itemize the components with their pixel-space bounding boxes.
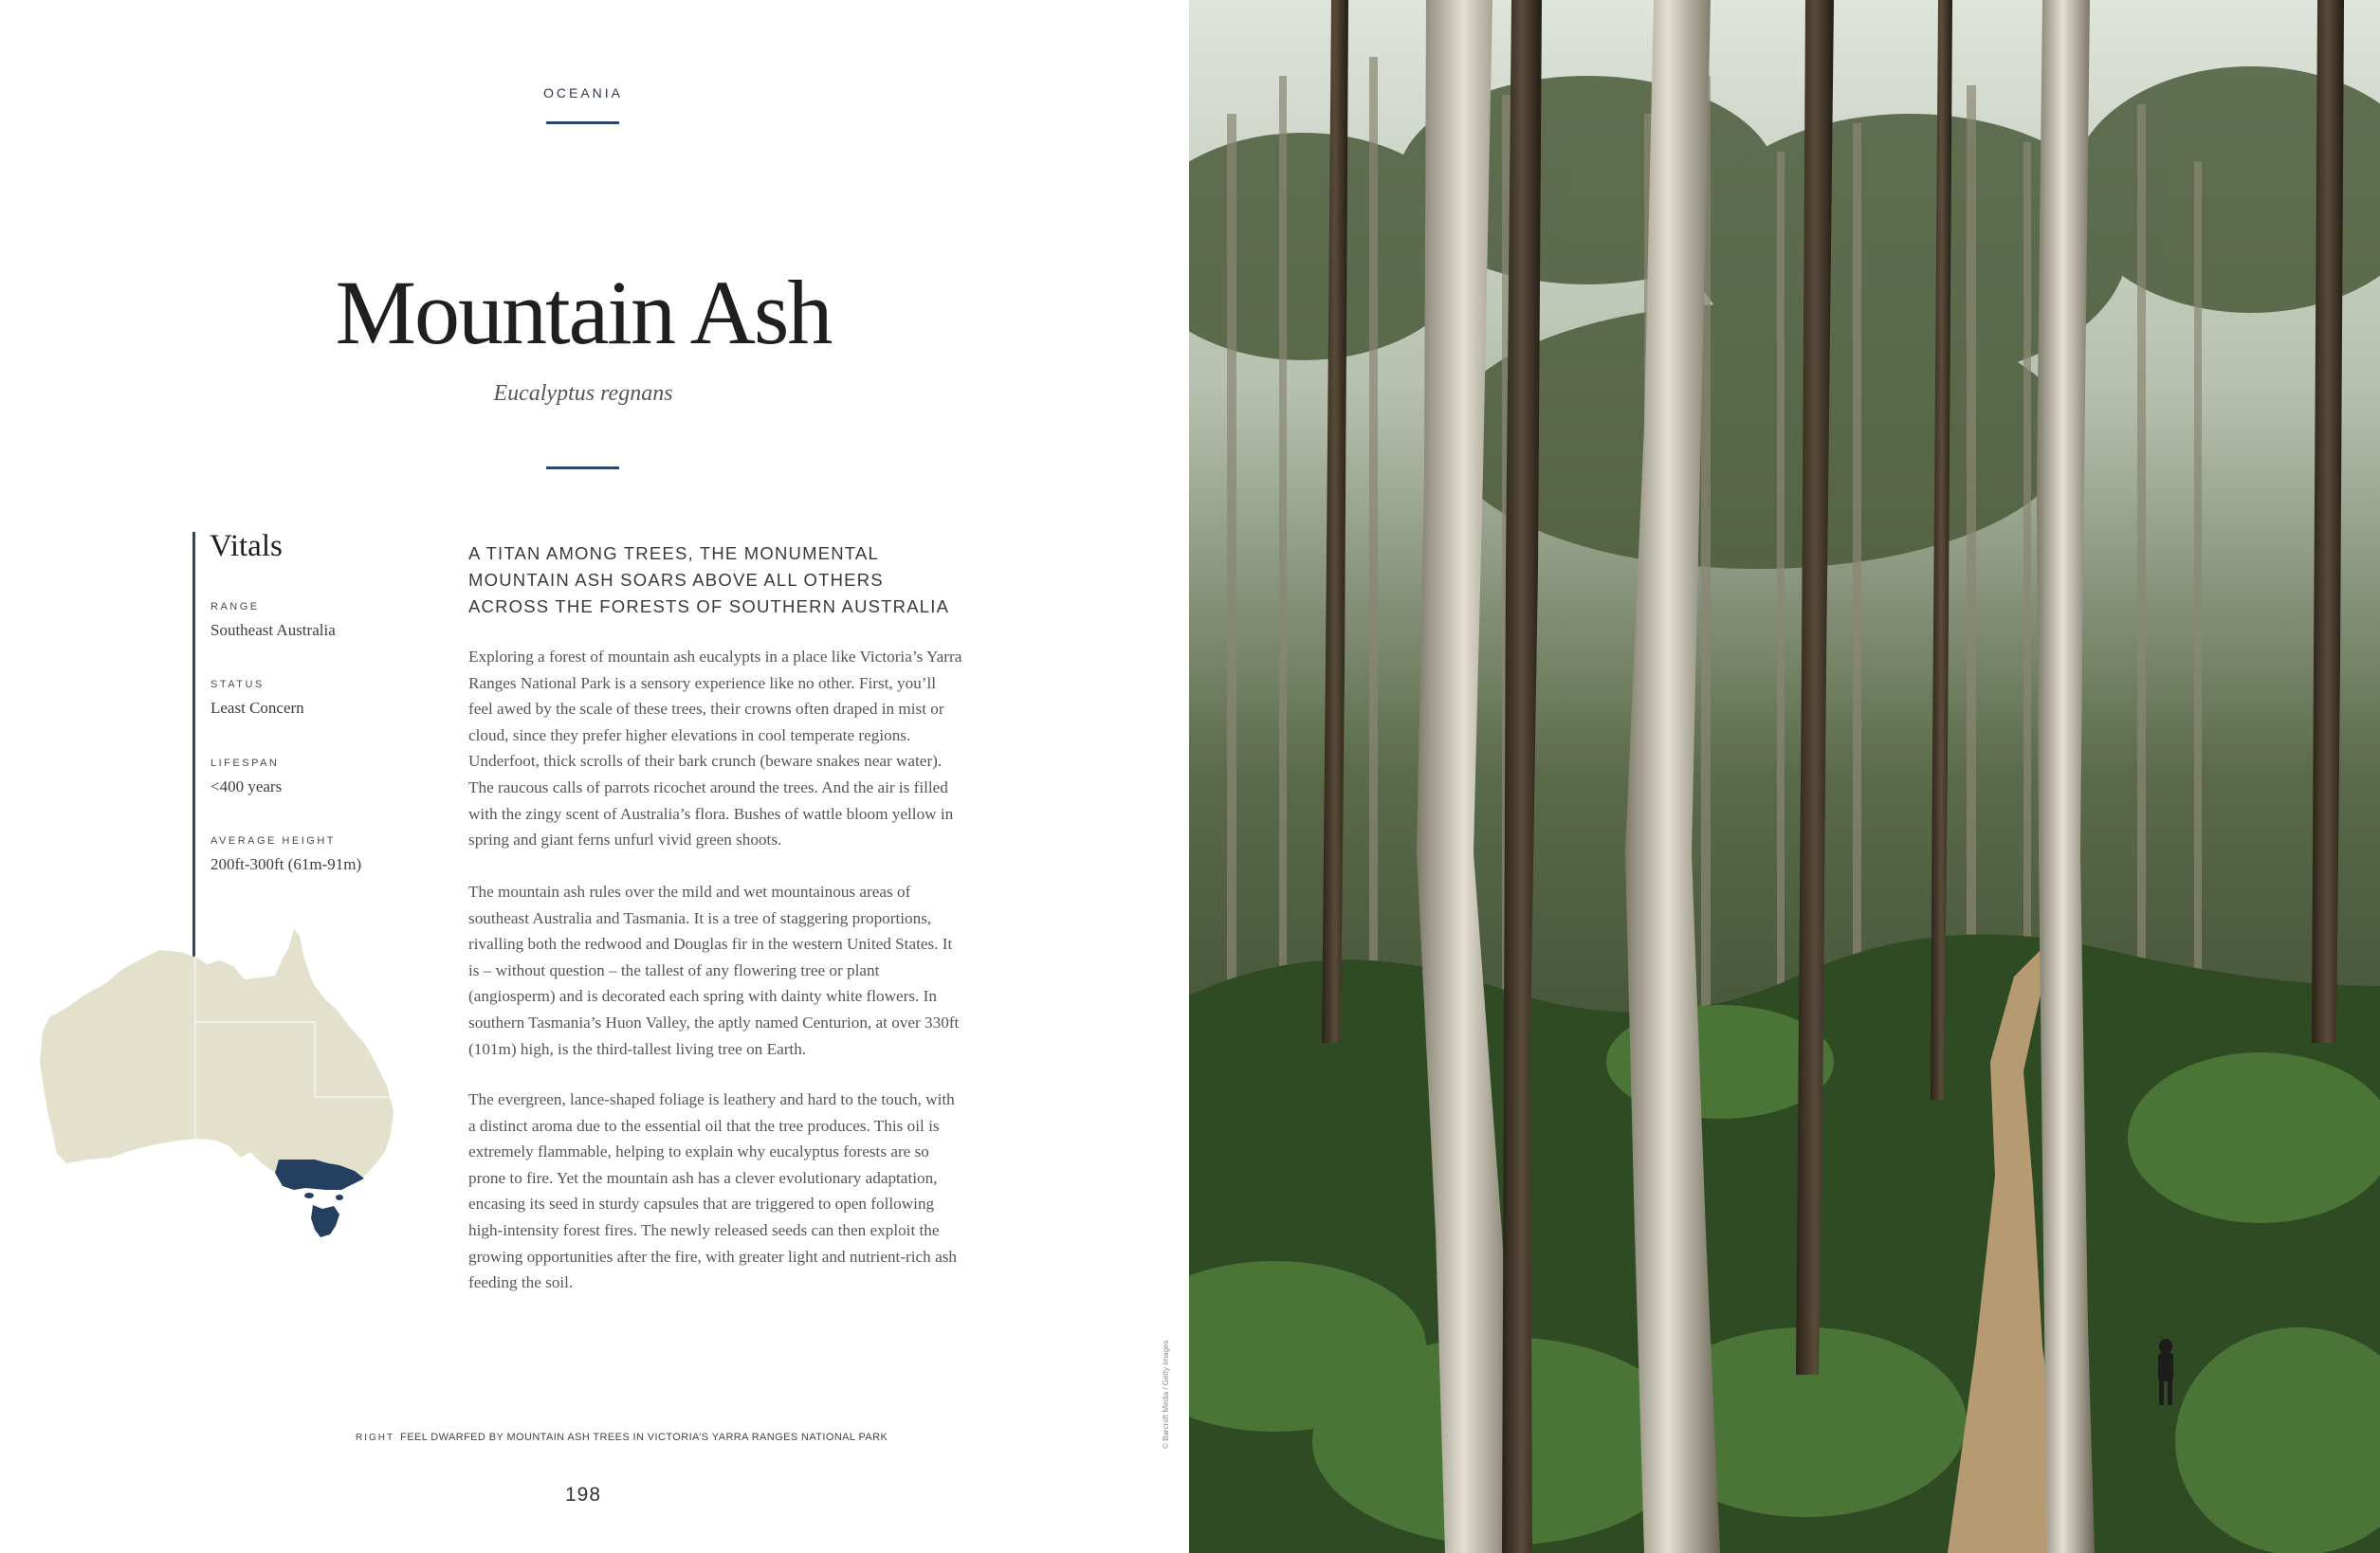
forest-photo-illustration [1189,0,2380,1553]
vitals-value-status: Least Concern [211,699,304,717]
page-title: Mountain Ash [335,262,832,363]
lede-text: A TITAN AMONG TREES, THE MONUMENTAL MOUNTAIN ASH SOARS ABOVE ALL OTHERS ACROSS THE FORESTS OF SOUTHERN AUSTRALIA [468,543,950,616]
scientific-name: Eucalyptus regnans [493,381,673,406]
vitals-bar [192,532,195,962]
tasmania-island-king [336,1195,343,1200]
page-number: 198 [564,1484,602,1506]
caption-direction: RIGHT [356,1433,395,1443]
tasmania-highlight [311,1205,339,1237]
vitals-label-status: STATUS [211,679,265,690]
title-rule [546,466,619,469]
vitals-value-height: 200ft-300ft (61m-91m) [211,855,362,873]
vitals-value-lifespan: <400 years [211,777,283,795]
australia-mainland [40,929,394,1190]
body-paragraph-3: The evergreen, lance-shaped foliage is leathery and hard to the touch, with a distinct aroma due to the essential oil that the tree produces. This oil is extremely flammable, helping to explain why eucalyptus forests are so prone to fire. Yet the mountain ash has a clever evolutionary adaptation, encasing its seed in sturdy capsules that are triggered to open following high-intensity forest fires. The newly released seeds can then exploit the growing opportunities after the fire, with greater light and nutrient-rich ash feeding the soil. [468,1090,957,1292]
photo-credit [1152,1340,1170,1449]
body-paragraph-2: The mountain ash rules over the mild and wet mountainous areas of southeast Australia and Tasmania. It is a tree of staggering proportions, rivalling both the redwood and Douglas fir in the western United States. It is – without question – the tallest of any flowering tree or plant (angiosperm) and is decorated each spring with dainty white flowers. In southern Tasmania’s Huon Valley, the aptly named Centurion, at over 330ft (101m) high, is the third-tallest living tree on Earth. [468,883,960,1058]
photo-credit-text: © Barcroft Media / Getty Images [1162,1340,1170,1449]
left-page [0,0,1189,1553]
forest-photo [1189,0,2380,1553]
section-rule [546,121,619,124]
photo-caption [356,1432,888,1443]
body-paragraph-1: Exploring a forest of mountain ash eucalypts in a place like Victoria’s Yarra Ranges National Park is a sensory experience like no other. First, you’ll feel awed by the scale of these trees, their crowns often draped in mist or cloud, since they prefer higher elevations in cool temperate regions. Underfoot, thick scrolls of their bark crunch (beware snakes near water). The raucous calls of parrots ricochet around the trees. And the air is filled with the zingy scent of Australia’s flora. Bushes of wattle bloom yellow in spring and giant ferns unfurl vivid green shoots. [468,648,962,850]
section-label: OCEANIA [542,85,623,100]
vitals-heading: Vitals [210,529,283,563]
vitals-label-lifespan: LIFESPAN [211,758,280,769]
tasmania-island-flinders [304,1193,314,1198]
vitals-value-range: Southeast Australia [211,621,336,639]
vitals-label-range: RANGE [211,601,260,612]
caption-text: FEEL DWARFED BY MOUNTAIN ASH TREES IN VICTORIA’S YARRA RANGES NATIONAL PARK [400,1432,888,1443]
australia-range-map [38,924,446,1266]
vitals-label-height: AVERAGE HEIGHT [211,835,336,847]
